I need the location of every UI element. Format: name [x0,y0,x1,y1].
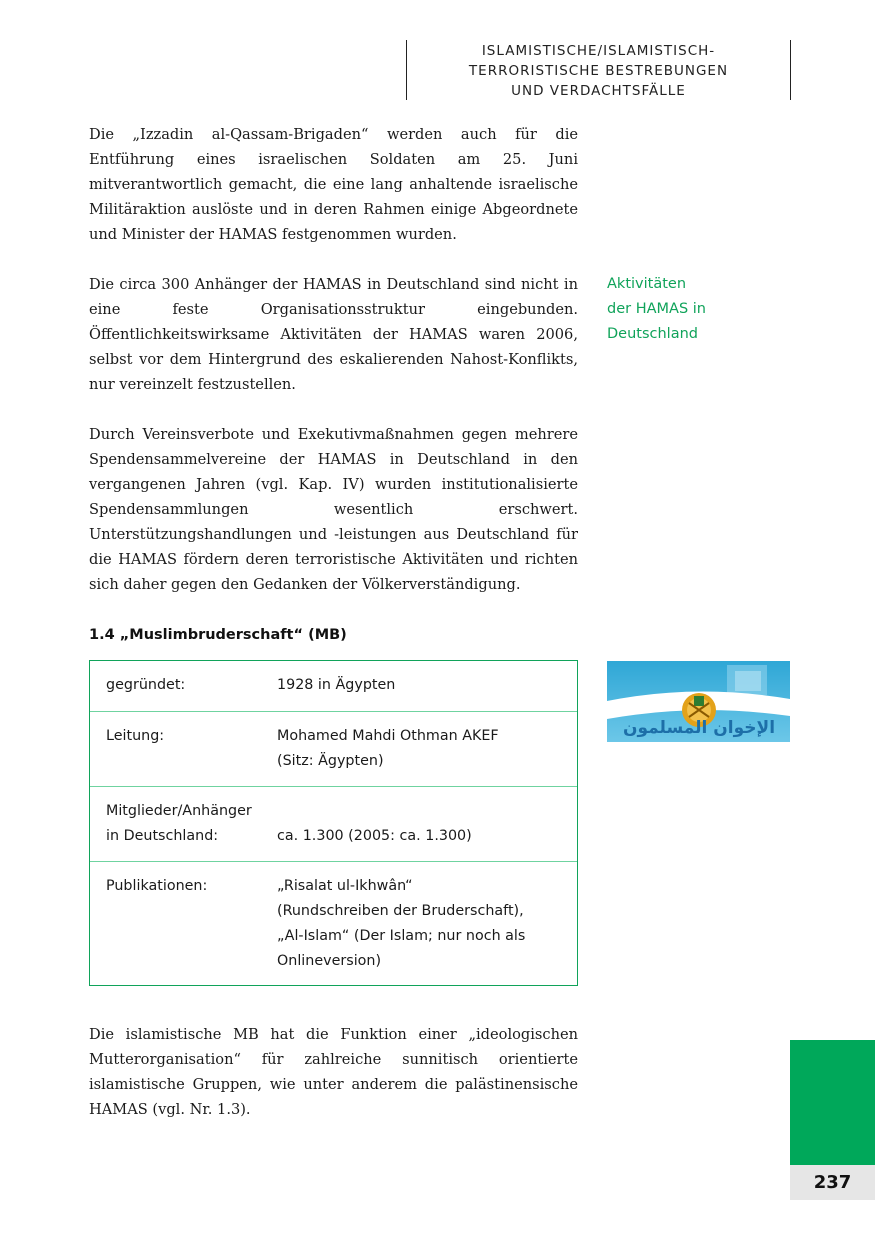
row-label: gegründet: [106,677,186,693]
running-header-line: TERRORISTISCHE BESTREBUNGEN [468,63,729,79]
muslim-brotherhood-logo [607,661,790,742]
running-header-line: UND VERDACHTSFÄLLE [511,83,686,99]
row-value: „Risalat ul-Ikhwân“ (Rundschreiben der Bruderschaft), „Al-Islam“ (Der Islam; nur noch als Onlineversion) [277,878,526,969]
section-heading: 1.4 „Muslimbruderschaft“ (MB) [89,627,347,643]
table-row-members [90,787,577,862]
table-row-publications [90,862,577,985]
paragraph-association-bans: Durch Vereinsverbote und Exekutivmaßnahmen gegen mehrere Spendensammelvereine der HAMAS in Deutschland in den vergangenen Jahren (vgl. Kap. IV) wurden institutionalisierte Spendensammlungen wesentlich erschwert. Unterstützungshandlungen und -leistungen aus Deutschland für die HAMAS fördern deren terroristische Aktivitäten und richten sich daher gegen den Gedanken der Völkerverständigung. [89,426,578,593]
margin-note [607,272,807,347]
chapter-tab [790,1040,875,1165]
info-table [89,660,578,986]
page-number: 237 [790,1165,875,1200]
row-value: 1928 in Ägypten [277,677,396,693]
row-label: Leitung: [106,728,165,744]
row-label: Publikationen: [106,878,208,894]
row-label: Mitglieder/Anhänger in Deutschland: [106,803,252,844]
margin-note-line: der HAMAS in [607,301,706,317]
paragraph-hamas-supporters: Die circa 300 Anhänger der HAMAS in Deutschland sind nicht in eine feste Organisationsstruktur eingebunden. Öffentlichkeitswirksame Aktivitäten der HAMAS waren 2006, selbst vor dem Hintergrund des eskalierenden Nahost-Konflikts, nur vereinzelt festzustellen. [89,276,578,393]
running-header [406,40,791,100]
paragraph-qassam-brigades: Die „Izzadin al-Qassam-Brigaden“ werden auch für die Entführung eines israelischen Soldaten am 25. Juni mitverantwortlich gemacht, die eine lang anhaltende israelische Militäraktion auslöste und in deren Rahmen einige Abgeordnete und Minister der HAMAS festgenommen wurden. [89,126,578,243]
table-row-leadership [90,712,577,787]
margin-note-line: Deutschland [607,326,698,342]
row-value: Mohamed Mahdi Othman AKEF (Sitz: Ägypten) [277,728,499,769]
margin-note-line: Aktivitäten [607,276,687,292]
row-value: ca. 1.300 (2005: ca. 1.300) [277,828,472,844]
paragraph-mb-function: Die islamistische MB hat die Funktion einer „ideologischen Mutterorganisation“ für zahlreiche sunnitisch orientierte islamistische Gruppen, wie unter anderem die palästinensische HAMAS (vgl. Nr. 1.3). [89,1026,578,1118]
table-row-founded [90,661,577,712]
running-header-line: ISLAMISTISCHE/ISLAMISTISCH- [481,43,716,59]
logo-text: الإخوان المسلمون [622,718,776,738]
logo-image [607,661,790,742]
